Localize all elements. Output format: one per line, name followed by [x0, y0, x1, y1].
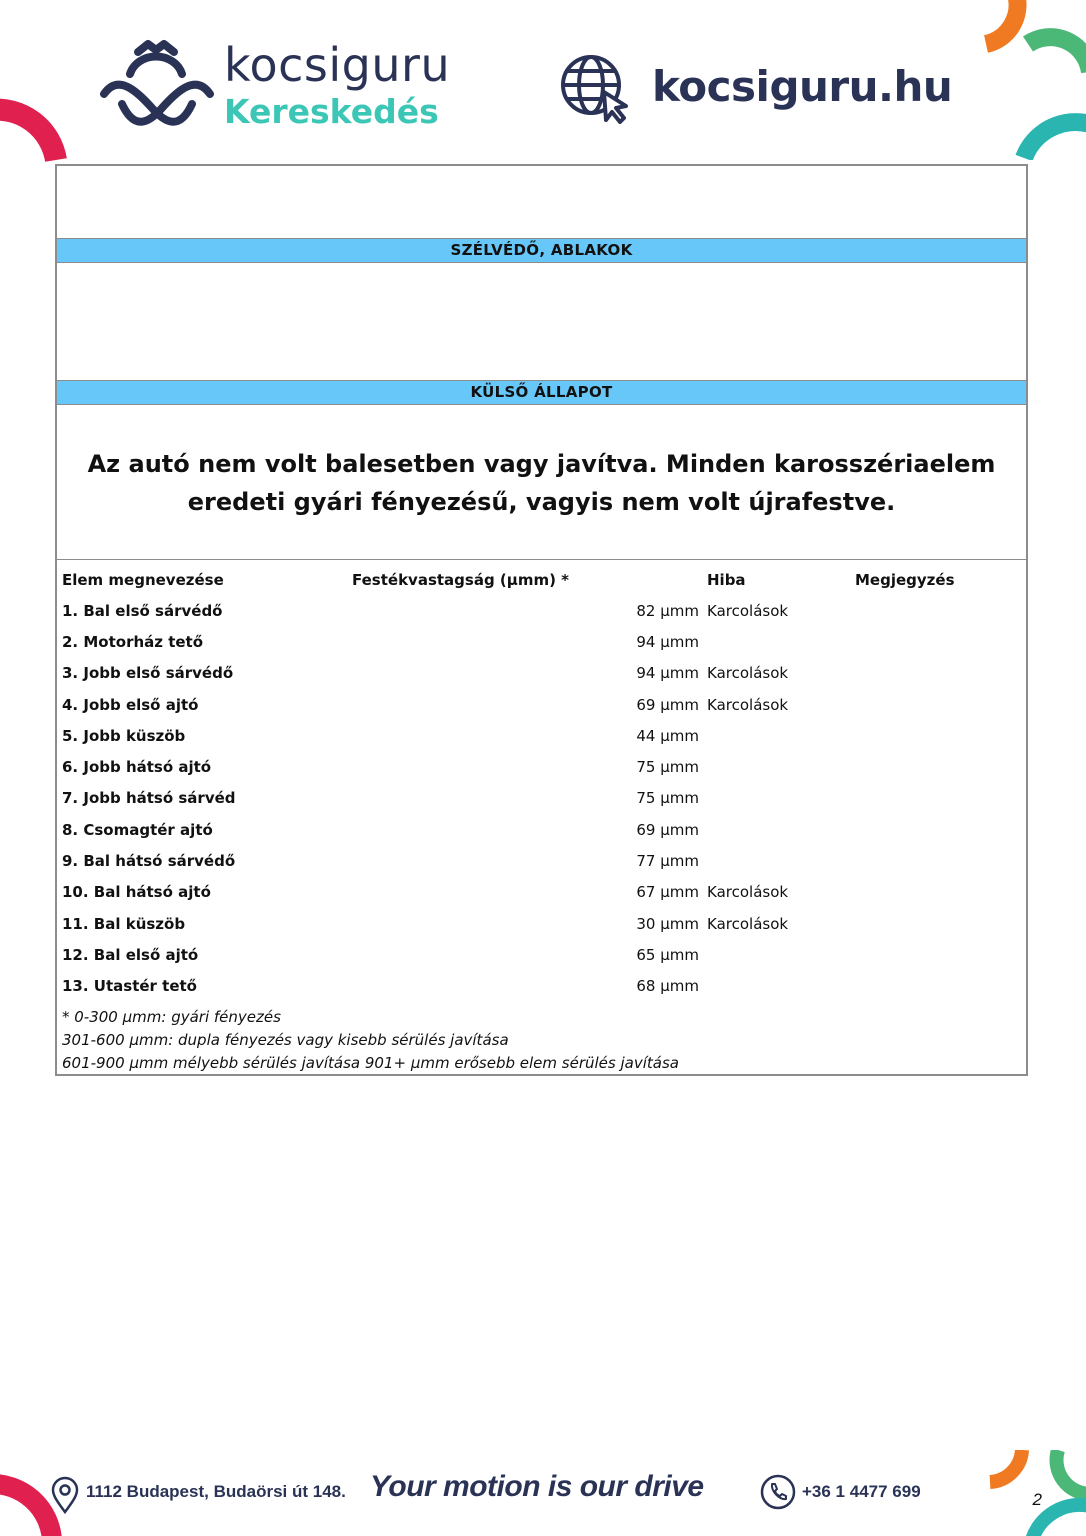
row-note [855, 626, 1025, 657]
table-row [62, 877, 1025, 908]
row-fault [707, 783, 855, 814]
table-row [62, 689, 1025, 720]
row-note [855, 939, 1025, 970]
section-title-exterior: KÜLSŐ ÁLLAPOT [57, 380, 1026, 405]
row-name: 7. Jobb hátsó sárvéd [62, 789, 236, 808]
row-name: 13. Utastér tető [62, 977, 197, 996]
row-fault [707, 971, 855, 1002]
condition-statement: Az autó nem volt balesetben vagy javítva. Minden karosszériaelem eredeti gyári fényezésű, vagyis nem volt újrafestve. [57, 406, 1026, 560]
row-note [855, 877, 1025, 908]
website-url[interactable]: kocsiguru.hu [652, 62, 953, 111]
row-note [855, 689, 1025, 720]
row-value: 69 μmm [636, 820, 699, 839]
row-name: 12. Bal első ajtó [62, 945, 199, 964]
corner-decoration-top-left [0, 90, 70, 170]
table-row [62, 814, 1025, 845]
row-fault: Karcolások [707, 695, 789, 714]
row-note [855, 845, 1025, 876]
row-name: 11. Bal küszöb [62, 914, 186, 933]
row-name: 8. Csomagtér ajtó [62, 820, 213, 839]
row-value: 44 μmm [636, 726, 699, 745]
thickness-legend [62, 1006, 679, 1075]
row-note [855, 595, 1025, 626]
row-fault: Karcolások [707, 883, 789, 902]
phone-icon [760, 1474, 796, 1510]
row-value: 94 μmm [636, 664, 699, 683]
logo-mark-icon [96, 38, 218, 134]
row-note [855, 751, 1025, 782]
globe-cursor-icon [560, 54, 630, 124]
header-thickness: Festékvastagság (μmm) * [352, 570, 570, 589]
header-name: Elem megnevezése [62, 570, 224, 589]
row-note [855, 971, 1025, 1002]
inspection-sheet [55, 164, 1028, 1076]
row-value: 30 μmm [636, 914, 699, 933]
table-row [62, 845, 1025, 876]
header-fault: Hiba [707, 570, 746, 589]
table-header-row [62, 564, 1025, 595]
table-row [62, 658, 1025, 689]
row-value: 82 μmm [636, 601, 699, 620]
paint-thickness-table [62, 564, 1025, 1002]
row-note [855, 658, 1025, 689]
footer-motto: Your motion is our drive [370, 1470, 704, 1503]
row-value: 68 μmm [636, 977, 699, 996]
table-row [62, 908, 1025, 939]
footer-phone [760, 1466, 950, 1522]
header-note: Megjegyzés [855, 570, 955, 589]
address-text: 1112 Budapest, Budaörsi út 148. [86, 1482, 346, 1501]
row-name: 2. Motorház tető [62, 632, 204, 651]
row-note [855, 783, 1025, 814]
row-value: 67 μmm [636, 883, 699, 902]
row-fault: Karcolások [707, 601, 789, 620]
row-value: 75 μmm [636, 758, 699, 777]
row-name: 1. Bal első sárvédő [62, 601, 223, 620]
row-value: 77 μmm [636, 852, 699, 871]
row-value: 65 μmm [636, 945, 699, 964]
row-fault [707, 939, 855, 970]
section-title-windows: SZÉLVÉDŐ, ABLAKOK [57, 238, 1026, 263]
legend-line: 601-900 μmm mélyebb sérülés javítása 901+ μmm erősebb elem sérülés javítása [62, 1054, 679, 1072]
row-value: 75 μmm [636, 789, 699, 808]
phone-number[interactable]: +36 1 4477 699 [802, 1482, 921, 1501]
location-pin-icon [50, 1476, 80, 1514]
brand-name: kocsiguru [224, 38, 451, 92]
row-fault: Karcolások [707, 664, 789, 683]
row-note [855, 720, 1025, 751]
table-row [62, 595, 1025, 626]
row-fault [707, 720, 855, 751]
page-number: 2 [1032, 1490, 1042, 1509]
website-banner [560, 54, 980, 124]
row-name: 5. Jobb küszöb [62, 726, 186, 745]
table-row [62, 626, 1025, 657]
row-value: 69 μmm [636, 695, 699, 714]
row-name: 4. Jobb első ajtó [62, 695, 199, 714]
table-row [62, 971, 1025, 1002]
row-fault [707, 751, 855, 782]
row-fault: Karcolások [707, 914, 789, 933]
table-row [62, 751, 1025, 782]
row-fault [707, 626, 855, 657]
table-row [62, 939, 1025, 970]
footer-address [50, 1466, 350, 1522]
row-note [855, 814, 1025, 845]
brand-subtitle: Kereskedés [224, 92, 439, 131]
row-name: 9. Bal hátsó sárvédő [62, 852, 236, 871]
row-note [855, 908, 1025, 939]
legend-line: 301-600 μmm: dupla fényezés vagy kisebb sérülés javítása [62, 1031, 509, 1049]
row-name: 6. Jobb hátsó ajtó [62, 758, 212, 777]
row-fault [707, 845, 855, 876]
table-row [62, 783, 1025, 814]
row-name: 3. Jobb első sárvédő [62, 664, 234, 683]
legend-line: * 0-300 μmm: gyári fényezés [62, 1008, 281, 1026]
table-row [62, 720, 1025, 751]
brand-logo [96, 38, 486, 138]
row-fault [707, 814, 855, 845]
row-value: 94 μmm [636, 632, 699, 651]
corner-decoration-top-right [980, 0, 1086, 160]
row-name: 10. Bal hátsó ajtó [62, 883, 211, 902]
